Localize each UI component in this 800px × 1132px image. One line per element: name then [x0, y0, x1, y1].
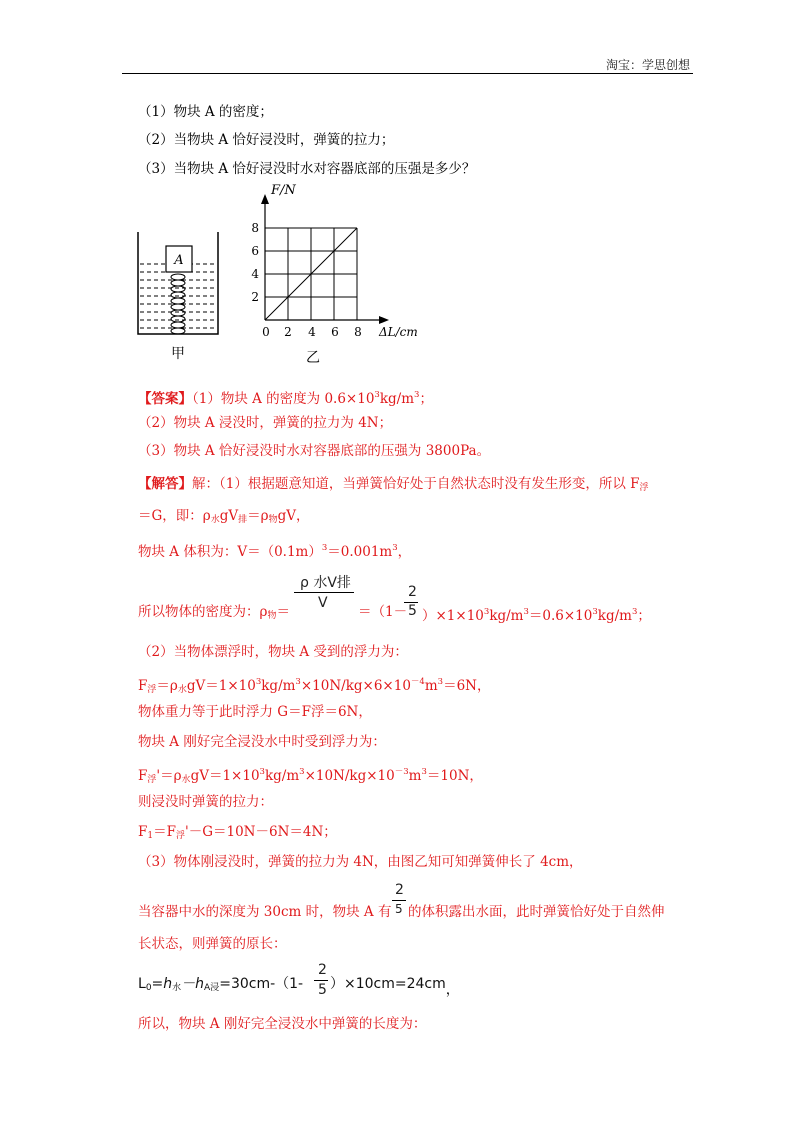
- solution-line-7: 物体重力等于此时浮力 G＝F浮＝6N，: [138, 704, 372, 720]
- answer-tag: 【答案】: [138, 391, 192, 407]
- x-axis-arrow: [379, 316, 389, 324]
- solution-line-4a: 所以物体的密度为：$\rho_物=$: [138, 604, 290, 621]
- solution-line-11: $F_1=F_浮'-G=10N-6N=4N$；: [138, 824, 337, 841]
- x-tick-label: 8: [354, 325, 362, 339]
- solution-line-13a: 当容器中水的深度为 30cm 时，物块 A 有: [138, 904, 392, 920]
- solution-line-13b: 的体积露出水面，此时弹簧恰好处于自然伸: [408, 904, 665, 920]
- solution-line-8: 物块 A 刚好完全浸没水中时受到浮力为：: [138, 734, 386, 750]
- fraction-15-denominator: 5: [318, 982, 327, 998]
- x-tick-label: 6: [331, 325, 339, 339]
- solution-line-16: 所以，物块 A 刚好完全浸没水中弹簧的长度为：: [138, 1016, 427, 1032]
- x-tick-label: 2: [284, 325, 292, 339]
- answer-line-1: 【答案】（1）物块 A 的密度为 $0.6\times 10^3kg/m^3$；: [138, 390, 433, 407]
- y-tick-label: 8: [251, 221, 259, 235]
- figure-yi-chart: [245, 180, 435, 370]
- solution-line-2: ＝G，即：$\rho_水gV_排=\rho_物gV$，: [138, 508, 310, 525]
- solution-line-4c: ）$\times 1\times 10^3kg/m^3=0.6\times 10^3kg/m^3$；: [422, 607, 651, 624]
- solution-line-12: （3）物体刚浸没时，弹簧的拉力为 4N，由图乙知可知弹簧伸长了 4cm，: [138, 854, 583, 870]
- y-tick-label: 6: [251, 244, 259, 258]
- fraction-13-bar: [392, 900, 406, 901]
- two-fifths-denominator: 5: [408, 603, 417, 619]
- fraction-13-numerator: 2: [395, 882, 404, 898]
- solution-line-14: 长状态，则弹簧的原长：: [138, 936, 287, 952]
- header-shop: 淘宝：学思创想: [606, 58, 691, 72]
- header-rule: [122, 73, 693, 74]
- solution-line-6: $F_浮=\rho_水gV=1\times 10^3kg/m^3\times 10N/kg\times 6\times 10^{-4}m^3=6N$，: [138, 677, 491, 695]
- density-fraction-numerator: ρ 水V排: [300, 575, 351, 591]
- y-tick-label: 4: [251, 267, 259, 281]
- figure-jia-caption: 甲: [171, 346, 185, 362]
- density-fraction-bar: [294, 592, 354, 593]
- solution-line-15a: $L_0=h_水-h_{A浸}=30cm-(1-$: [138, 976, 304, 993]
- answer-line-3: （3）物块 A 恰好浸没时水对容器底部的压强为 3800Pa。: [138, 443, 491, 459]
- solution-line-9: $F_浮'=\rho_水gV=1\times 10^3kg/m^3\times 10N/kg\times 10^{-3}m^3=10N$，: [138, 767, 483, 785]
- figure-yi-caption: 乙: [306, 350, 320, 366]
- solution-line-1: 【解答】解：（1）根据题意知道，当弹簧恰好处于自然状态时没有发生形变，所以 $F_浮$: [138, 476, 649, 493]
- x-tick-label: 4: [308, 325, 316, 339]
- solution-line-3: 物块 A 体积为：$V=(0.1m)^3=0.001m^3$，: [138, 543, 412, 560]
- answer-line-2: （2）物块 A 浸没时，弹簧的拉力为 4N；: [138, 415, 393, 431]
- solution-line-5: （2）当物体漂浮时，物块 A 受到的浮力为：: [138, 644, 408, 660]
- figure-jia: [128, 232, 228, 367]
- fraction-15-numerator: 2: [318, 962, 327, 978]
- solution-line-10: 则浸没时弹簧的拉力：: [138, 794, 273, 810]
- solution-line-15b: ）×10cm=24cm，: [330, 976, 460, 998]
- y-axis-arrow: [261, 194, 269, 204]
- solution-tag: 【解答】: [138, 476, 192, 492]
- y-axis-label: F/N: [271, 183, 296, 198]
- solution-line-4b: ＝（1－: [358, 604, 408, 620]
- x-tick-label: 0: [262, 325, 270, 339]
- two-fifths-numerator: 2: [408, 584, 417, 600]
- fraction-15-bar: [314, 980, 328, 981]
- question-3: （3）当物块 A 恰好浸没时水对容器底部的压强是多少？: [138, 161, 476, 177]
- question-1: （1）物块 A 的密度；: [138, 104, 273, 120]
- fraction-13-denominator: 5: [395, 902, 403, 916]
- x-axis-label: ΔL/cm: [379, 325, 418, 339]
- question-2: （2）当物块 A 恰好浸没时，弹簧的拉力；: [138, 132, 395, 148]
- density-fraction-denominator: V: [318, 595, 328, 611]
- block-a-label: A: [174, 253, 184, 268]
- y-tick-label: 2: [251, 290, 259, 304]
